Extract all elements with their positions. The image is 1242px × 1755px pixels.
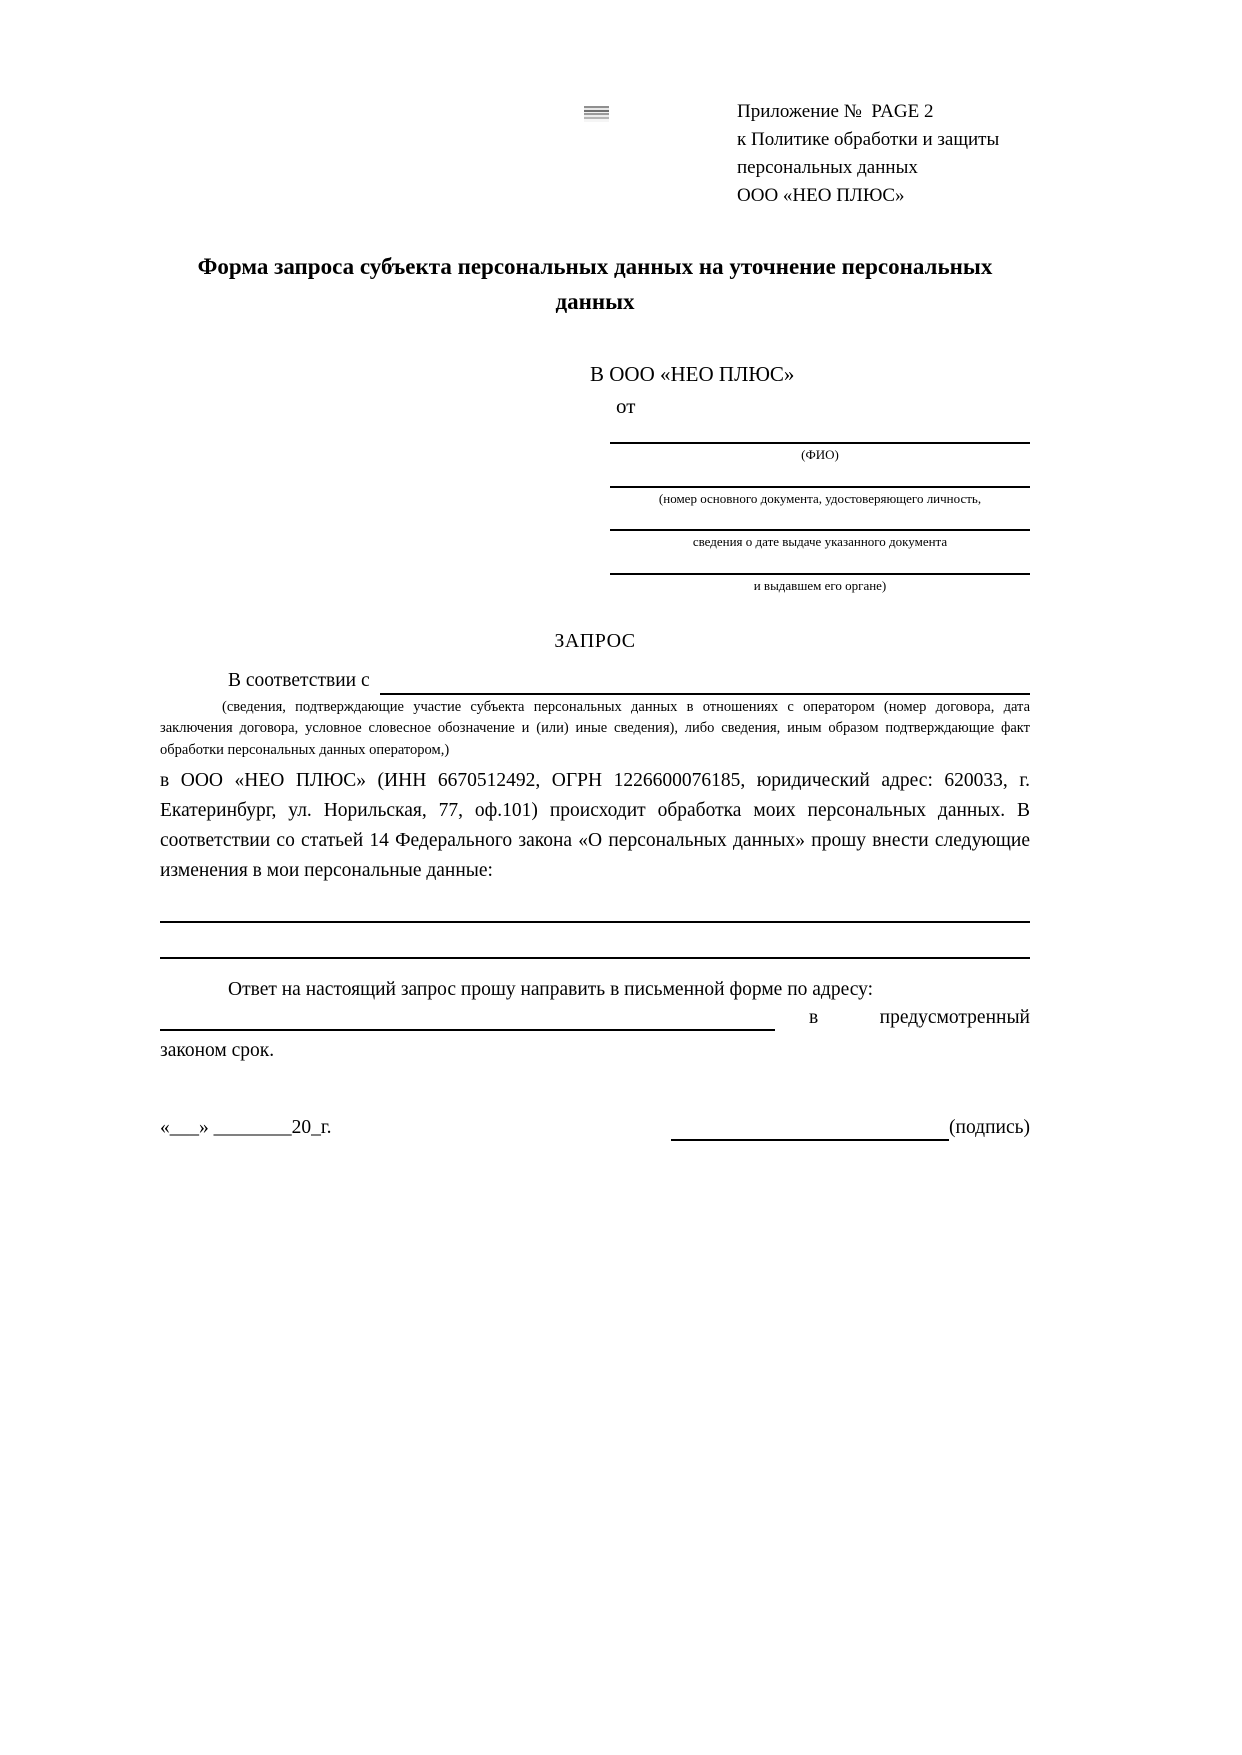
appendix-line: к Политике обработки и защиты	[737, 129, 1000, 151]
document-header	[160, 98, 1030, 210]
document-content	[160, 98, 1030, 1141]
appendix-block	[737, 98, 1030, 210]
body-paragraph: в ООО «НЕО ПЛЮС» (ИНН 6670512492, ОГРН 1226600076185, юридический адрес: 620033, г. Екатеринбург, ул. Норильская, 77, оф.101) происходит обработка моих персональных данных. В соответствии со статьей 14 Федерального закона «О персональных данных» прошу внести следующие изменения в мои персональные данные:	[160, 769, 1030, 882]
document-number-field-caption: (номер основного документа, удостоверяющего личность,	[658, 490, 982, 506]
request-heading: ЗАПРОС	[554, 630, 636, 653]
reply-words	[775, 1004, 1030, 1031]
accordance-note: (сведения, подтверждающие участие субъекта персональных данных в отношениях с оператором (номер договора, дата заключения договора, условное словесное обозначение и (или) иные сведения), либо сведения, иным образом подтверждающие факт обработки персональных данных оператором,)	[160, 698, 1030, 759]
fio-field-line[interactable]	[610, 429, 1030, 444]
recipient-from-label: от	[616, 393, 636, 418]
date-signature-row	[160, 1115, 1030, 1140]
reply-lead: Ответ на настоящий запрос прошу направить в письменной форме по адресу:	[228, 978, 874, 1000]
changes-blank-line-1[interactable]	[160, 887, 1030, 923]
appendix-line: персональных данных	[737, 157, 918, 179]
document-number-field	[590, 473, 1030, 508]
issuing-authority-field-caption: и выдавшем его органе)	[753, 577, 887, 593]
fio-field	[590, 429, 1030, 464]
recipient-to: В ООО «НЕО ПЛЮС»	[590, 362, 795, 387]
issuing-authority-field-line[interactable]	[610, 560, 1030, 575]
signature-blank-line[interactable]	[671, 1121, 949, 1141]
reply-tail: законом срок.	[160, 1040, 275, 1062]
field-code-lines-icon	[584, 106, 609, 122]
accordance-blank-line[interactable]	[380, 671, 1030, 695]
issuing-authority-field	[590, 560, 1030, 595]
changes-blank-line-2[interactable]	[160, 923, 1030, 959]
page-title: Форма запроса субъекта персональных данных на уточнение персональных данных	[197, 254, 993, 314]
recipient-block	[590, 361, 1030, 594]
signature-caption: (подпись)	[949, 1117, 1030, 1139]
date-blank[interactable]: «___» ________20_г.	[160, 1117, 332, 1139]
fio-field-caption: (ФИО)	[801, 447, 839, 463]
appendix-line: ООО «НЕО ПЛЮС»	[737, 185, 905, 207]
accordance-label: В соответствии с	[228, 670, 370, 692]
address-blank-line[interactable]	[160, 1005, 775, 1031]
accordance-row	[160, 667, 1030, 694]
reply-word-stipulated: предусмотренный	[879, 1006, 1030, 1028]
issue-date-field-caption: сведения о дате выдаче указанного документа	[692, 534, 948, 550]
issue-date-field	[590, 516, 1030, 551]
appendix-line: Приложение № PAGE 2	[737, 101, 934, 122]
document-number-field-line[interactable]	[610, 473, 1030, 488]
issue-date-field-line[interactable]	[610, 516, 1030, 531]
reply-word-in: в	[809, 1006, 819, 1028]
reply-address-row	[160, 1004, 1030, 1031]
